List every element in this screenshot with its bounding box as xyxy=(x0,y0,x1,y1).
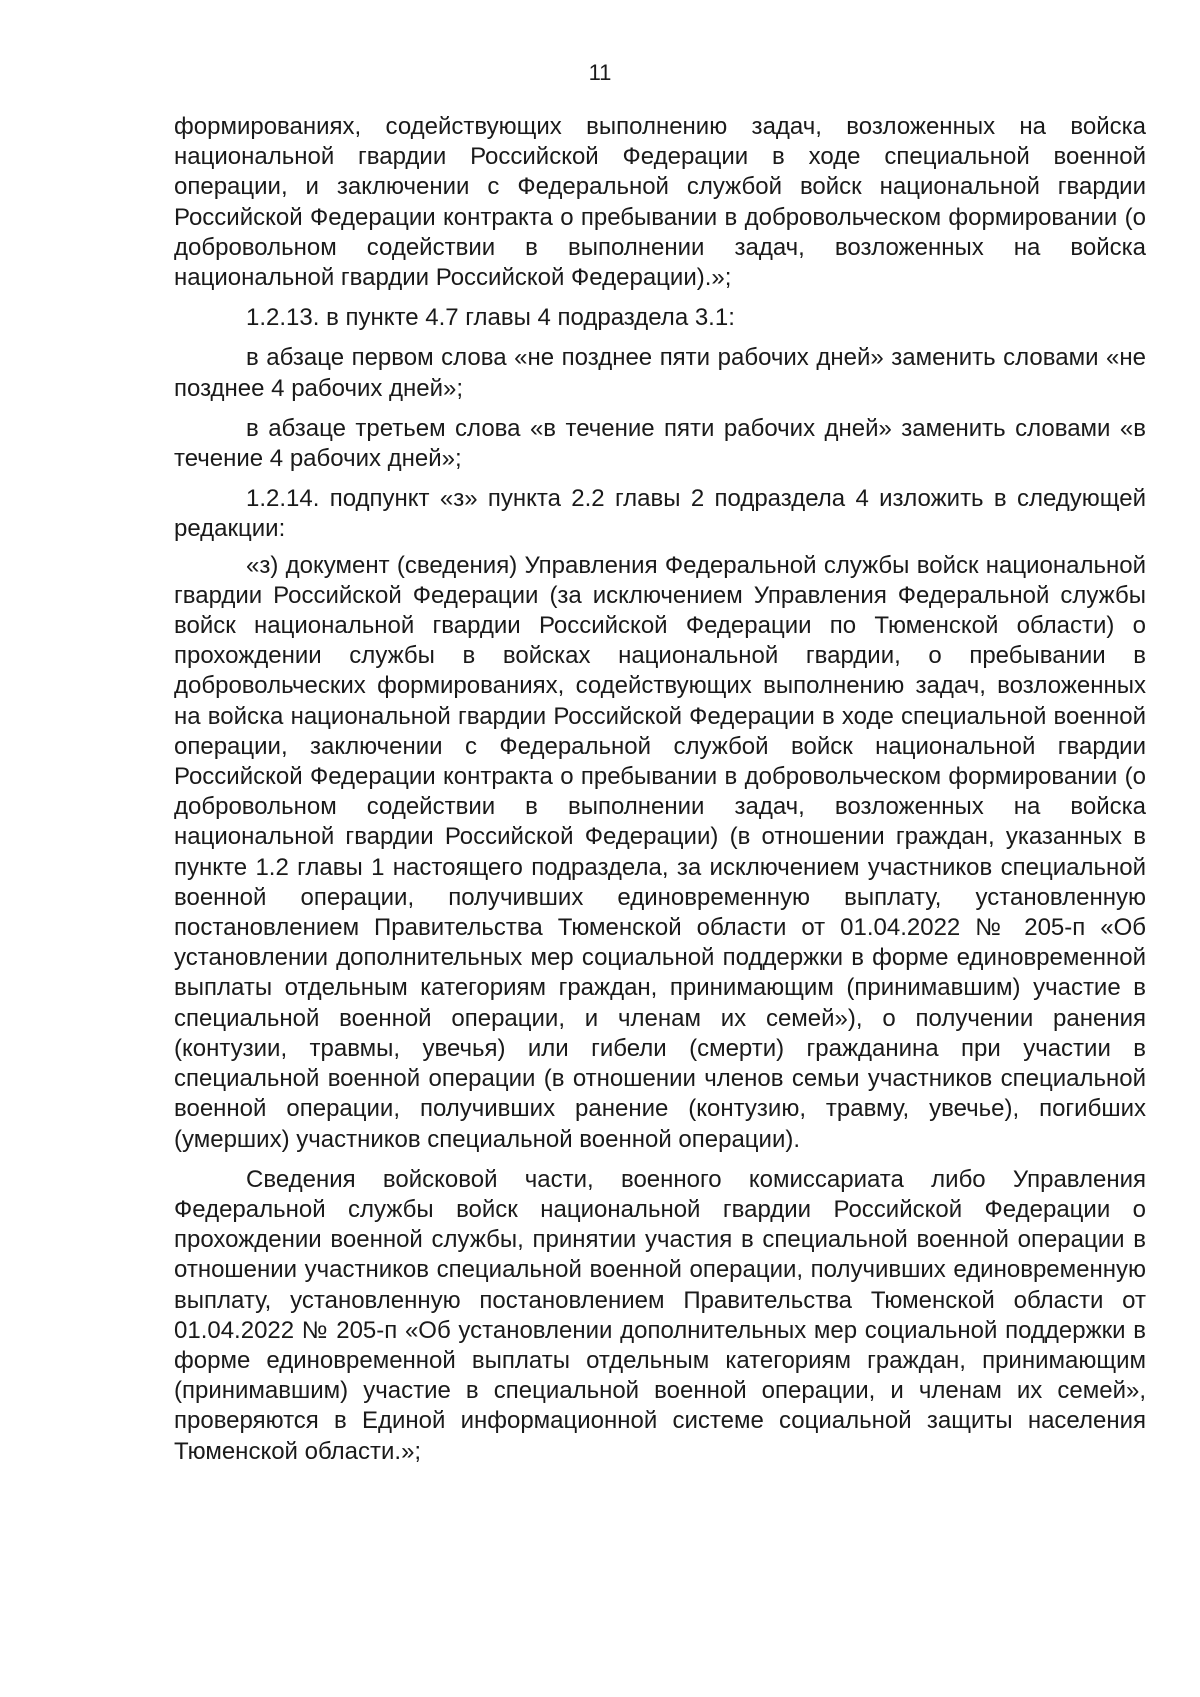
paragraph-item-1-2-14: 1.2.14. подпункт «з» пункта 2.2 главы 2 подраздела 4 изложить в следующей редакции: xyxy=(174,485,1146,543)
paragraph-subitem-z: «з) документ (сведения) Управления Федеральной службы войск национальной гвардии Российской Федерации (за исключением Управления Федеральной службы войск национальной гвардии Российской Федерации по Тюменской области) о прохождении службы в войсках национальной гвардии, о пребывании в добровольческих формированиях, содействующих выполнению задач, возложенных на войска национальной гвардии Российской Федерации в ходе специальной военной операции, заключении с Федеральной службой войск национальной гвардии Российской Федерации контракта о пребывании в добровольческом формировании (о добровольном содействии в выполнении задач, возложенных на войска национальной гвардии Российской Федерации) (в отношении граждан, указанных в пункте 1.2 главы 1 настоящего подраздела, за исключением участников специальной военной операции, получивших единовременную выплату, установленную постановлением Правительства Тюменской области от 01.04.2022 № 205-п «Об установлении дополнительных мер социальной поддержки в форме единовременной выплаты отдельным категориям граждан, принимающим (принимавшим) участие в специальной военной операции, и членам их семей»), о получении ранения (контузии, травмы, увечья) или гибели (смерти) гражданина при участии в специальной военной операции (в отношении членов семьи участников специальной военной операции, получивших ранение (контузию, травму, увечье), погибших (умерших) участников специальной военной операции). xyxy=(174,551,1146,1153)
paragraph-verification-info: Сведения войсковой части, военного комиссариата либо Управления Федеральной службы войск национальной гвардии Российской Федерации о прохождении военной службы, принятии участия в специальной военной операции в отношении участников специальной военной операции, получивших единовременную выплату, установленную постановлением Правительства Тюменской области от 01.04.2022 № 205-п «Об установлении дополнительных мер социальной поддержки в форме единовременной выплаты отдельным категориям граждан, принимающим (принимавшим) участие в специальной военной операции, и членам их семей», проверяются в Единой информационной системе социальной защиты населения Тюменской области.»; xyxy=(174,1165,1146,1465)
paragraph-item-1-2-13: 1.2.13. в пункте 4.7 главы 4 подраздела 3.1: xyxy=(246,304,735,332)
document-body xyxy=(174,112,1146,1467)
page-number: 11 xyxy=(588,60,612,85)
paragraph-first-abzac-change: в абзаце первом слова «не позднее пяти рабочих дней» заменить словами «не позднее 4 рабочих дней»; xyxy=(174,344,1146,402)
paragraph-third-abzac-change: в абзаце третьем слова «в течение пяти рабочих дней» заменить словами «в течение 4 рабочих дней»; xyxy=(174,414,1146,473)
paragraph-continuation: формированиях, содействующих выполнению задач, возложенных на войска национальной гвардии Российской Федерации в ходе специальной военной операции, и заключении с Федеральной службой войск национальной гвардии Российской Федерации контракта о пребывании в добровольческом формировании (о добровольном содействии в выполнении задач, возложенных на войска национальной гвардии Российской Федерации).»; xyxy=(174,113,1146,292)
